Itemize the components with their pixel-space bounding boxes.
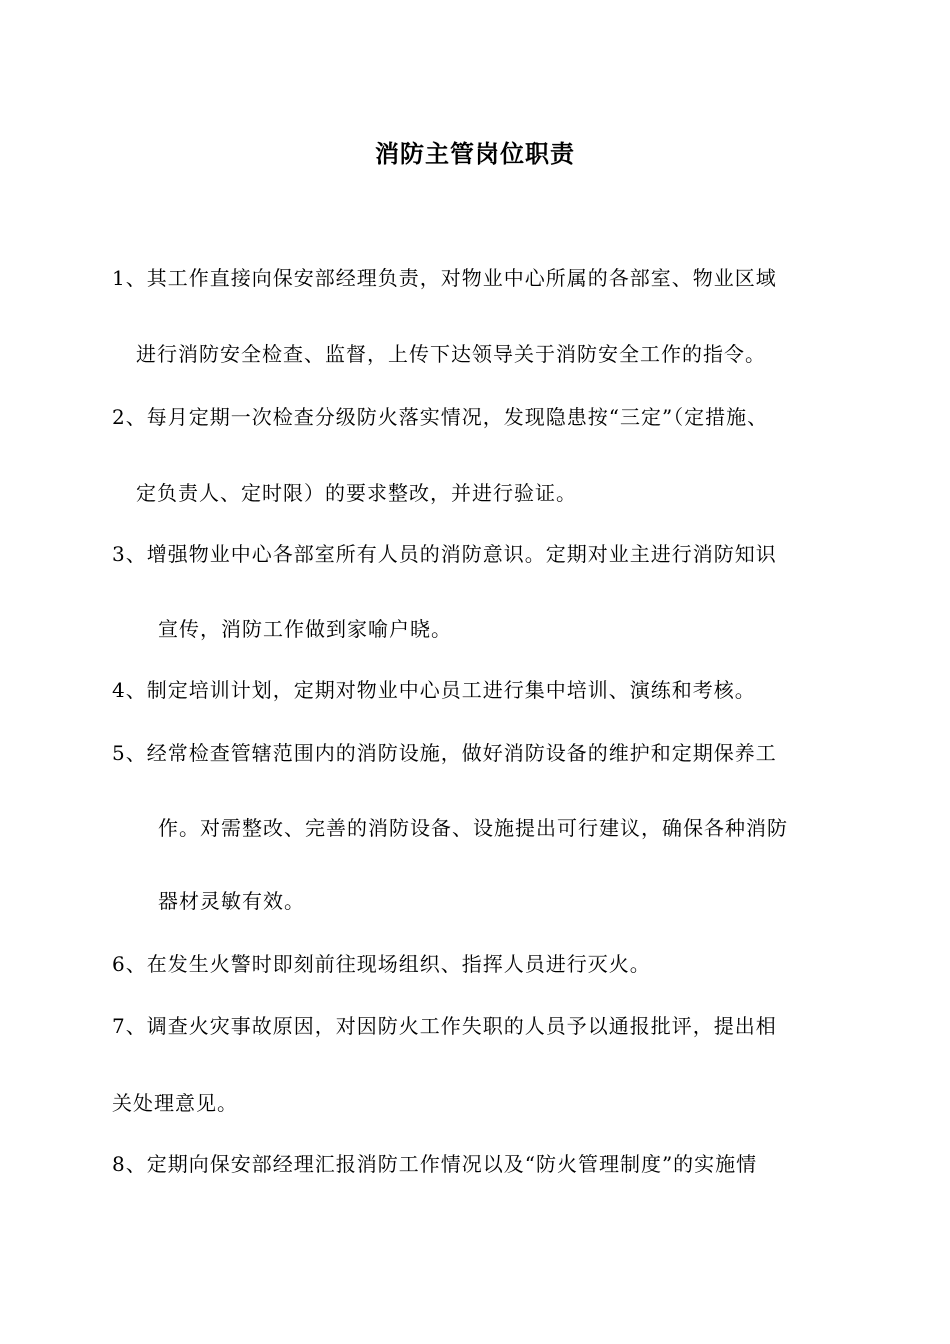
paragraph-line: 8、定期向保安部经理汇报消防工作情况以及“防火管理制度”的实施情 <box>112 1152 758 1176</box>
paragraph-line: 2、每月定期一次检查分级防火落实情况，发现隐患按“三定”（定措施、 <box>112 405 769 429</box>
paragraph-line: 4、制定培训计划，定期对物业中心员工进行集中培训、演练和考核。 <box>112 678 756 702</box>
paragraph-line: 作。对需整改、完善的消防设备、设施提出可行建议，确保各种消防 <box>158 816 788 840</box>
paragraph-line: 定负责人、定时限）的要求整改，并进行验证。 <box>136 481 577 505</box>
paragraph-line: 器材灵敏有效。 <box>158 889 305 913</box>
paragraph-line: 7、调查火灾事故原因，对因防火工作失职的人员予以通报批评，提出相 <box>112 1014 777 1038</box>
paragraph-line: 进行消防安全检查、监督，上传下达领导关于消防安全工作的指令。 <box>136 342 766 366</box>
document-title: 消防主管岗位职责 <box>375 139 575 168</box>
paragraph-line: 关处理意见。 <box>112 1091 238 1115</box>
paragraph-line: 宣传，消防工作做到家喻户晓。 <box>158 617 452 641</box>
paragraph-line: 6、在发生火警时即刻前往现场组织、指挥人员进行灭火。 <box>112 952 651 976</box>
paragraph-line: 1、其工作直接向保安部经理负责，对物业中心所属的各部室、物业区域 <box>112 266 777 290</box>
paragraph-line: 3、增强物业中心各部室所有人员的消防意识。定期对业主进行消防知识 <box>112 542 777 566</box>
paragraph-line: 5、经常检查管辖范围内的消防设施，做好消防设备的维护和定期保养工 <box>112 741 777 765</box>
